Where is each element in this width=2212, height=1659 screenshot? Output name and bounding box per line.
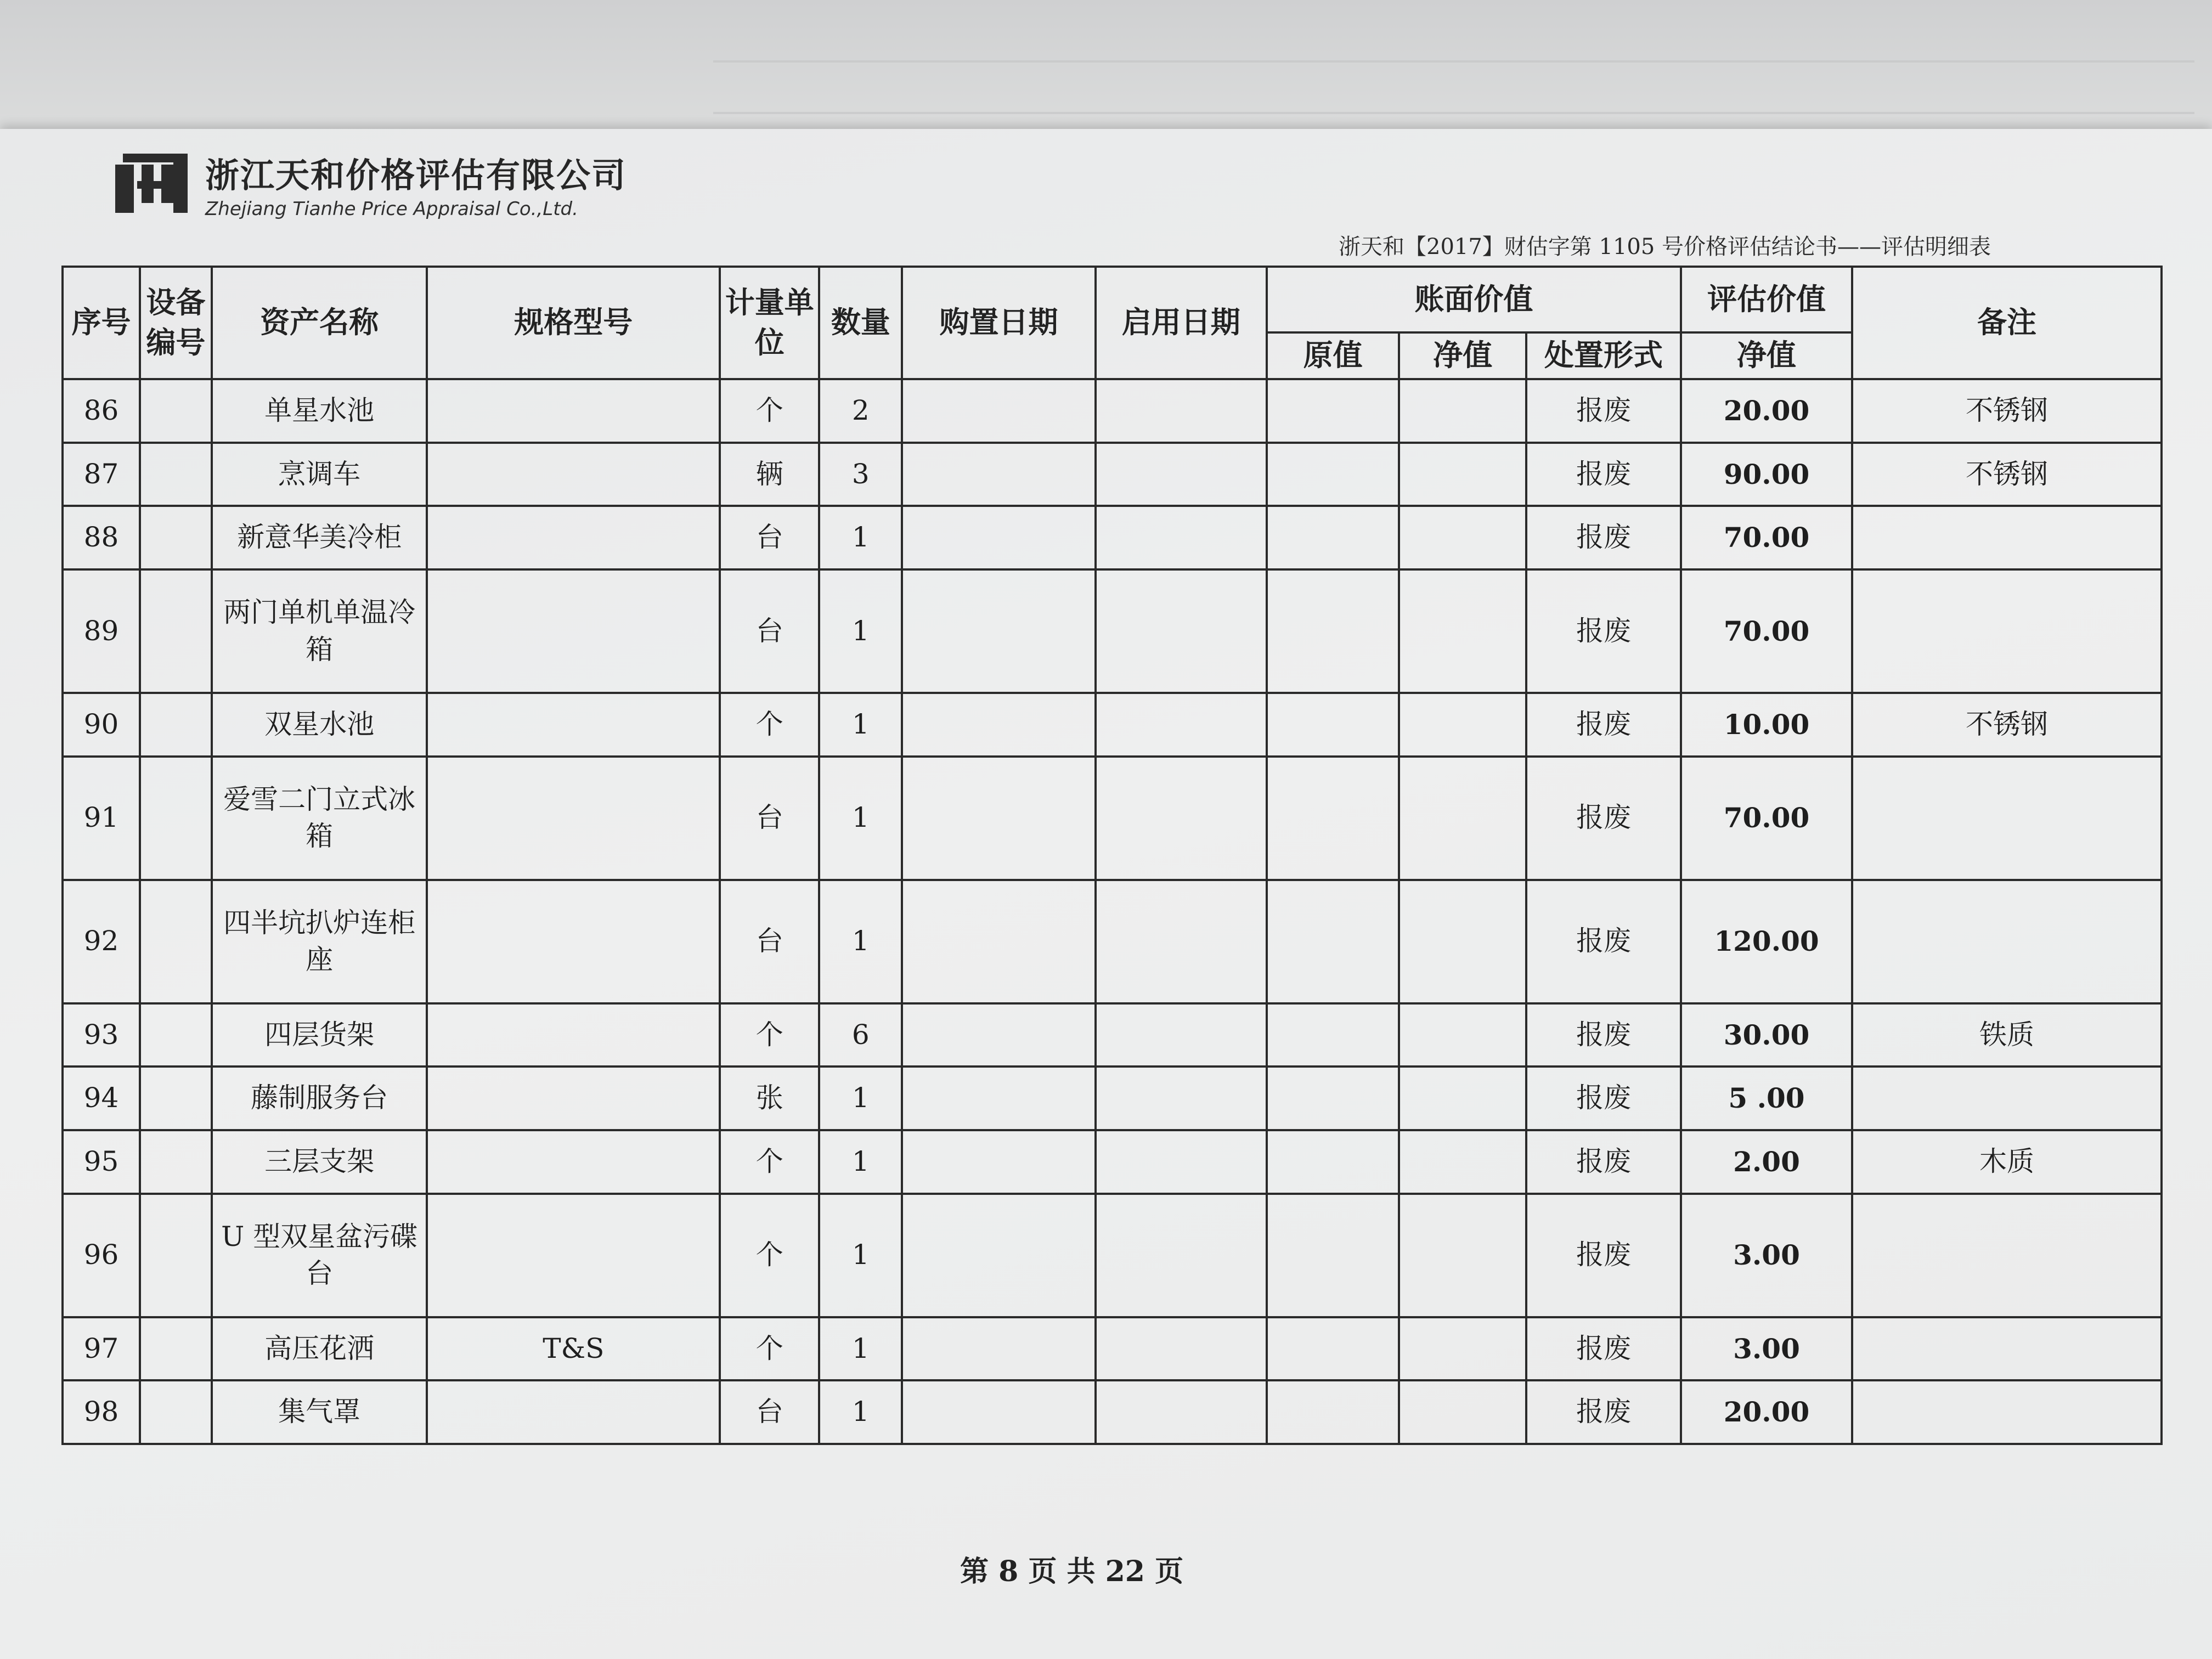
page-number: 第 8 页 共 22 页	[960, 1555, 1184, 1588]
table-row	[63, 1317, 2162, 1381]
row-unit: 辆	[720, 443, 819, 506]
row-orig-value	[1267, 757, 1400, 880]
header-start-date: 启用日期	[1096, 267, 1267, 379]
row-qty: 1	[819, 1130, 902, 1194]
row-unit: 个	[720, 1003, 819, 1067]
company-name-cn: 浙江天和价格评估有限公司	[205, 155, 627, 195]
row-unit: 个	[720, 1317, 819, 1381]
row-disposal: 报废	[1526, 1130, 1681, 1194]
row-seq: 95	[63, 1130, 140, 1194]
row-appraised-value: 70.00	[1681, 569, 1852, 693]
header-remarks: 备注	[1852, 267, 2162, 379]
row-disposal: 报废	[1526, 569, 1681, 693]
row-purchase-date	[902, 1130, 1095, 1194]
row-asset-name: 高压花洒	[212, 1317, 427, 1381]
row-start-date	[1096, 1380, 1267, 1444]
header-appraised-value: 评估价值	[1681, 267, 1852, 332]
row-seq: 93	[63, 1003, 140, 1067]
row-start-date	[1096, 1317, 1267, 1381]
row-remark	[1852, 1066, 2162, 1130]
row-net-value	[1399, 1003, 1526, 1067]
row-orig-value	[1267, 506, 1400, 569]
row-remark	[1852, 1194, 2162, 1317]
row-net-value	[1399, 1066, 1526, 1130]
row-seq: 92	[63, 880, 140, 1003]
row-equip-no	[140, 569, 212, 693]
row-unit: 台	[720, 757, 819, 880]
table-row	[63, 1130, 2162, 1194]
row-appraised-value: 70.00	[1681, 506, 1852, 569]
row-orig-value	[1267, 1380, 1400, 1444]
row-asset-name: 四层货架	[212, 1003, 427, 1067]
row-orig-value	[1267, 693, 1400, 757]
row-appraised-value: 90.00	[1681, 443, 1852, 506]
header-qty: 数量	[819, 267, 902, 379]
row-purchase-date	[902, 1317, 1095, 1381]
row-seq: 94	[63, 1066, 140, 1130]
row-qty: 1	[819, 506, 902, 569]
row-purchase-date	[902, 379, 1095, 443]
row-unit: 台	[720, 880, 819, 1003]
row-purchase-date	[902, 1380, 1095, 1444]
row-appraised-value: 30.00	[1681, 1003, 1852, 1067]
row-disposal: 报废	[1526, 1066, 1681, 1130]
row-purchase-date	[902, 880, 1095, 1003]
row-appraised-value: 120.00	[1681, 880, 1852, 1003]
row-seq: 91	[63, 757, 140, 880]
row-spec	[427, 1130, 720, 1194]
row-net-value	[1399, 443, 1526, 506]
table-row	[63, 880, 2162, 1003]
row-orig-value	[1267, 1317, 1400, 1381]
row-qty: 3	[819, 443, 902, 506]
row-purchase-date	[902, 1194, 1095, 1317]
row-appraised-value: 20.00	[1681, 379, 1852, 443]
row-seq: 96	[63, 1194, 140, 1317]
row-spec	[427, 443, 720, 506]
row-unit: 个	[720, 1130, 819, 1194]
row-asset-name: 爱雪二门立式冰箱	[212, 757, 427, 880]
background-sheet-lines	[713, 60, 2194, 114]
row-orig-value	[1267, 443, 1400, 506]
header-spec: 规格型号	[427, 267, 720, 379]
row-orig-value	[1267, 1003, 1400, 1067]
document-reference: 浙天和【2017】财估字第 1105 号价格评估结论书——评估明细表	[1339, 234, 1991, 259]
row-equip-no	[140, 757, 212, 880]
row-asset-name: 两门单机单温冷箱	[212, 569, 427, 693]
row-appraised-value: 5 .00	[1681, 1066, 1852, 1130]
row-spec	[427, 1194, 720, 1317]
row-disposal: 报废	[1526, 1003, 1681, 1067]
header-orig-value: 原值	[1267, 332, 1400, 379]
table-row	[63, 693, 2162, 757]
table-row	[63, 1380, 2162, 1444]
row-asset-name: 三层支架	[212, 1130, 427, 1194]
row-start-date	[1096, 693, 1267, 757]
row-disposal: 报废	[1526, 880, 1681, 1003]
row-net-value	[1399, 1317, 1526, 1381]
row-equip-no	[140, 443, 212, 506]
row-unit: 个	[720, 379, 819, 443]
row-seq: 90	[63, 693, 140, 757]
table-row	[63, 379, 2162, 443]
row-seq: 86	[63, 379, 140, 443]
row-purchase-date	[902, 569, 1095, 693]
row-orig-value	[1267, 1130, 1400, 1194]
row-asset-name: 双星水池	[212, 693, 427, 757]
row-appraised-value: 3.00	[1681, 1194, 1852, 1317]
table-row	[63, 1194, 2162, 1317]
row-seq: 88	[63, 506, 140, 569]
row-seq: 98	[63, 1380, 140, 1444]
row-orig-value	[1267, 569, 1400, 693]
row-remark	[1852, 1317, 2162, 1381]
row-equip-no	[140, 1003, 212, 1067]
row-unit: 台	[720, 1380, 819, 1444]
row-start-date	[1096, 569, 1267, 693]
row-net-value	[1399, 880, 1526, 1003]
row-purchase-date	[902, 443, 1095, 506]
row-remark	[1852, 757, 2162, 880]
row-equip-no	[140, 693, 212, 757]
table-row	[63, 1003, 2162, 1067]
row-equip-no	[140, 1194, 212, 1317]
row-equip-no	[140, 1317, 212, 1381]
row-remark: 不锈钢	[1852, 379, 2162, 443]
row-net-value	[1399, 379, 1526, 443]
row-start-date	[1096, 443, 1267, 506]
row-qty: 1	[819, 1317, 902, 1381]
row-unit: 张	[720, 1066, 819, 1130]
row-net-value	[1399, 506, 1526, 569]
row-spec	[427, 379, 720, 443]
table-row	[63, 1066, 2162, 1130]
row-net-value	[1399, 1130, 1526, 1194]
row-asset-name: 新意华美冷柜	[212, 506, 427, 569]
row-unit: 个	[720, 1194, 819, 1317]
row-remark	[1852, 880, 2162, 1003]
row-seq: 87	[63, 443, 140, 506]
company-logo-icon	[115, 148, 192, 214]
row-spec	[427, 880, 720, 1003]
row-remark: 不锈钢	[1852, 443, 2162, 506]
row-purchase-date	[902, 506, 1095, 569]
row-asset-name: 单星水池	[212, 379, 427, 443]
row-disposal: 报废	[1526, 443, 1681, 506]
row-remark: 铁质	[1852, 1003, 2162, 1067]
header-book-value: 账面价值	[1267, 267, 1681, 332]
header-appraised-net: 净值	[1681, 332, 1852, 379]
row-unit: 台	[720, 506, 819, 569]
row-appraised-value: 10.00	[1681, 693, 1852, 757]
row-net-value	[1399, 1194, 1526, 1317]
row-start-date	[1096, 1194, 1267, 1317]
row-qty: 1	[819, 569, 902, 693]
row-qty: 1	[819, 1194, 902, 1317]
row-start-date	[1096, 1003, 1267, 1067]
row-net-value	[1399, 693, 1526, 757]
row-net-value	[1399, 757, 1526, 880]
row-purchase-date	[902, 693, 1095, 757]
row-equip-no	[140, 379, 212, 443]
row-asset-name: 四半坑扒炉连柜座	[212, 880, 427, 1003]
row-equip-no	[140, 1066, 212, 1130]
row-qty: 1	[819, 1380, 902, 1444]
row-qty: 1	[819, 880, 902, 1003]
row-disposal: 报废	[1526, 757, 1681, 880]
appraisal-table	[61, 266, 2163, 1445]
row-start-date	[1096, 757, 1267, 880]
row-purchase-date	[902, 1066, 1095, 1130]
header-asset-name: 资产名称	[212, 267, 427, 379]
row-appraised-value: 3.00	[1681, 1317, 1852, 1381]
row-asset-name: U 型双星盆污碟台	[212, 1194, 427, 1317]
table-row	[63, 569, 2162, 693]
row-seq: 89	[63, 569, 140, 693]
row-start-date	[1096, 1066, 1267, 1130]
row-disposal: 报废	[1526, 1194, 1681, 1317]
row-disposal: 报废	[1526, 379, 1681, 443]
row-orig-value	[1267, 1066, 1400, 1130]
row-asset-name: 集气罩	[212, 1380, 427, 1444]
row-spec	[427, 757, 720, 880]
header-seq: 序号	[63, 267, 140, 379]
row-equip-no	[140, 506, 212, 569]
row-asset-name: 藤制服务台	[212, 1066, 427, 1130]
row-remark	[1852, 569, 2162, 693]
row-net-value	[1399, 1380, 1526, 1444]
row-seq: 97	[63, 1317, 140, 1381]
row-qty: 1	[819, 1066, 902, 1130]
row-qty: 2	[819, 379, 902, 443]
row-purchase-date	[902, 1003, 1095, 1067]
header-purchase-date: 购置日期	[902, 267, 1095, 379]
row-spec	[427, 506, 720, 569]
table-row	[63, 757, 2162, 880]
row-disposal: 报废	[1526, 1317, 1681, 1381]
header-disposal: 处置形式	[1526, 332, 1681, 379]
row-asset-name: 烹调车	[212, 443, 427, 506]
row-unit: 台	[720, 569, 819, 693]
row-qty: 1	[819, 693, 902, 757]
row-remark	[1852, 506, 2162, 569]
row-appraised-value: 70.00	[1681, 757, 1852, 880]
row-disposal: 报废	[1526, 506, 1681, 569]
row-orig-value	[1267, 1194, 1400, 1317]
row-orig-value	[1267, 379, 1400, 443]
row-qty: 1	[819, 757, 902, 880]
row-remark: 不锈钢	[1852, 693, 2162, 757]
header-net-value: 净值	[1399, 332, 1526, 379]
company-header	[115, 148, 627, 220]
row-orig-value	[1267, 880, 1400, 1003]
row-start-date	[1096, 880, 1267, 1003]
row-equip-no	[140, 1380, 212, 1444]
header-equip-no: 设备编号	[140, 267, 212, 379]
row-start-date	[1096, 506, 1267, 569]
row-net-value	[1399, 569, 1526, 693]
row-disposal: 报废	[1526, 1380, 1681, 1444]
table-row	[63, 506, 2162, 569]
row-unit: 个	[720, 693, 819, 757]
row-start-date	[1096, 1130, 1267, 1194]
row-spec	[427, 1003, 720, 1067]
row-purchase-date	[902, 757, 1095, 880]
header-unit: 计量单位	[720, 267, 819, 379]
row-spec	[427, 569, 720, 693]
row-appraised-value: 20.00	[1681, 1380, 1852, 1444]
row-remark	[1852, 1380, 2162, 1444]
row-equip-no	[140, 1130, 212, 1194]
row-spec	[427, 1380, 720, 1444]
row-appraised-value: 2.00	[1681, 1130, 1852, 1194]
row-start-date	[1096, 379, 1267, 443]
row-spec	[427, 693, 720, 757]
row-equip-no	[140, 880, 212, 1003]
row-remark: 木质	[1852, 1130, 2162, 1194]
row-spec: T&S	[427, 1317, 720, 1381]
row-qty: 6	[819, 1003, 902, 1067]
table-row	[63, 443, 2162, 506]
row-spec	[427, 1066, 720, 1130]
row-disposal: 报废	[1526, 693, 1681, 757]
company-name-en: Zhejiang Tianhe Price Appraisal Co.,Ltd.	[205, 198, 578, 220]
